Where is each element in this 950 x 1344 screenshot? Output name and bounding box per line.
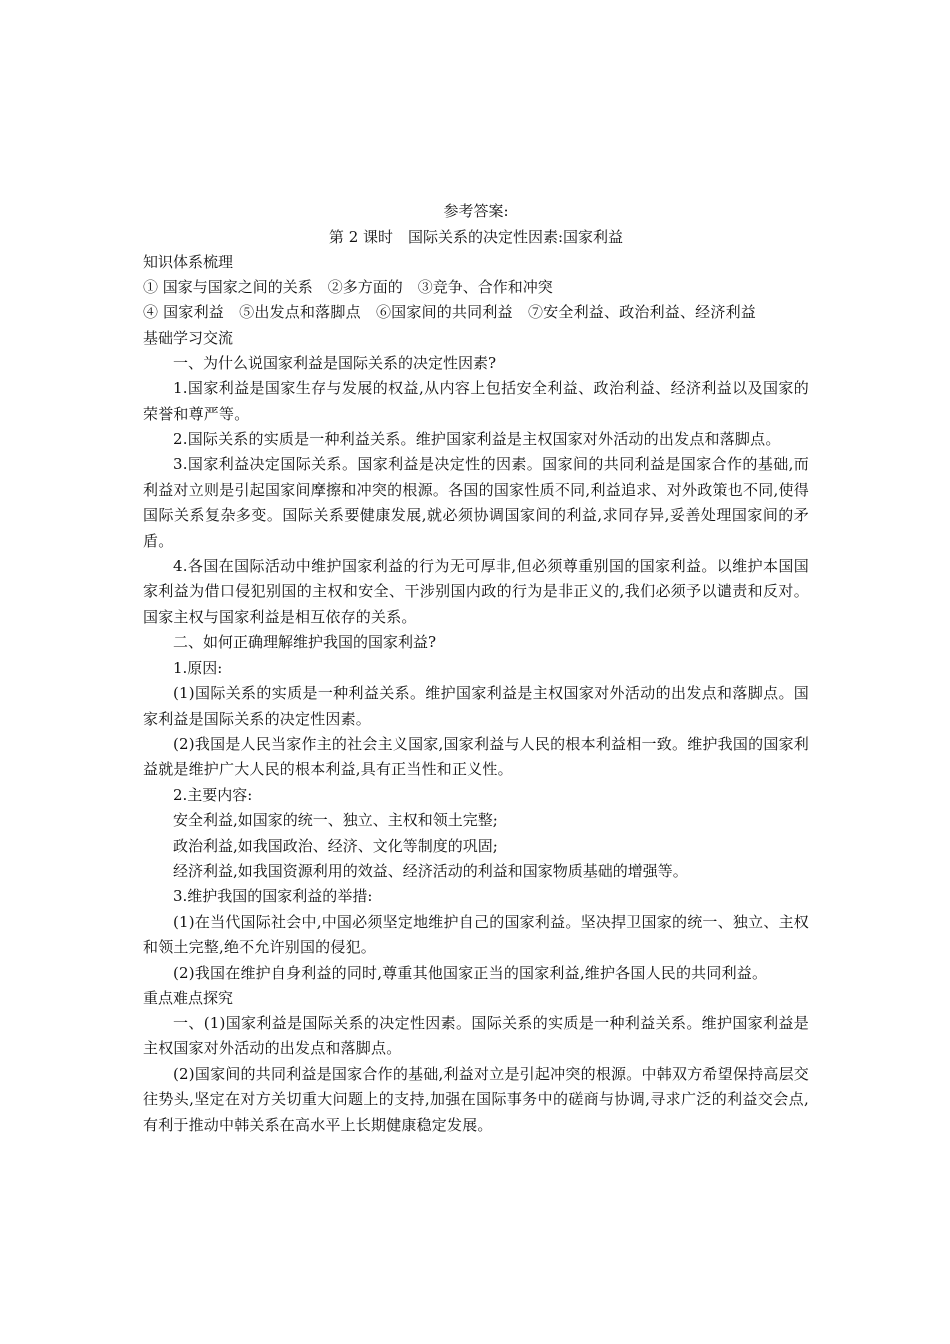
lesson-title: 第 2 课时 国际关系的决定性因素:国家利益 (328, 228, 624, 246)
content-item: 经济利益,如我国资源利用的效益、经济活动的利益和国家物质基础的增强等。 (173, 861, 688, 880)
content-item: 安全利益,如国家的统一、独立、主权和领土完整; (173, 811, 498, 830)
paragraph: (2)我国在维护自身利益的同时,尊重其他国家正当的国家利益,维护各国人民的共同利益。 (173, 963, 768, 982)
paragraph: (1)在当代国际社会中,中国必须坚定地维护自己的国家利益。坚决捍卫国家的统一、独立、主权和领土完整,绝不允许别国的侵犯。 (143, 912, 809, 957)
paragraph: (2)我国是人民当家作主的社会主义国家,国家利益与人民的根本利益相一致。维护我国的国家利益就是维护广大人民的根本利益,具有正当性和正义性。 (143, 734, 809, 779)
section-heading-key-points: 重点难点探究 (143, 988, 234, 1007)
paragraph: 一、(1)国家利益是国际关系的决定性因素。国际关系的实质是一种利益关系。维护国家利益是主权国家对外活动的出发点和落脚点。 (143, 1013, 809, 1058)
paragraph: 3.国家利益决定国际关系。国家利益是决定性的因素。国家间的共同利益是国家合作的基础,而利益对立则是引起国家间摩擦和冲突的根源。各国的国家性质不同,利益追求、对外政策也不同,使得国际关系复杂多变。国际关系要健康发展,就必须协调国家间的利益,求同存异,妥善处理国家间的矛盾。 (143, 455, 809, 550)
paragraph: 2.国际关系的实质是一种利益关系。维护国家利益是主权国家对外活动的出发点和落脚点。 (173, 430, 781, 449)
measures-heading: 3.维护我国的国家利益的举措: (173, 887, 373, 906)
section-heading-knowledge: 知识体系梳理 (143, 253, 234, 271)
paragraph: 1.国家利益是国家生存与发展的权益,从内容上包括安全利益、政治利益、经济利益以及国家的荣誉和尊严等。 (143, 379, 809, 423)
content-item: 政治利益,如我国政治、经济、文化等制度的巩固; (173, 836, 498, 855)
question-2: 二、如何正确理解维护我国的国家利益? (173, 633, 437, 652)
paragraph: (1)国际关系的实质是一种利益关系。维护国家利益是主权国家对外活动的出发点和落脚点。国家利益是国际关系的决定性因素。 (143, 684, 809, 728)
paragraph: (2)国家间的共同利益是国家合作的基础,利益对立是引起冲突的根源。中韩双方希望保持高层交往势头,坚定在对方关切重大问题上的支持,加强在国际事务中的磋商与协调,寻求广泛的利益交会点,有利于推动中韩关系在高水平上长期健康稳定发展。 (143, 1064, 809, 1134)
paragraph: 4.各国在国际活动中维护国家利益的行为无可厚非,但必须尊重别国的国家利益。以维护本国国家利益为借口侵犯别国的主权和安全、干涉别国内政的行为是非正义的,我们必须予以谴责和反对。国家主权与国家利益是相互依存的关系。 (143, 557, 809, 626)
section-heading-basic: 基础学习交流 (143, 328, 234, 347)
knowledge-row-1: ① 国家与国家之间的关系 ②多方面的 ③竞争、合作和冲突 (143, 278, 553, 296)
knowledge-row-2: ④ 国家利益 ⑤出发点和落脚点 ⑥国家间的共同利益 ⑦安全利益、政治利益、经济利益 (143, 303, 756, 322)
answer-title: 参考答案: (443, 202, 509, 220)
content-heading: 2.主要内容: (173, 785, 253, 804)
document-page (143, 198, 809, 1138)
reason-heading: 1.原因: (173, 658, 223, 677)
question-1: 一、为什么说国家利益是国际关系的决定性因素? (173, 353, 497, 372)
